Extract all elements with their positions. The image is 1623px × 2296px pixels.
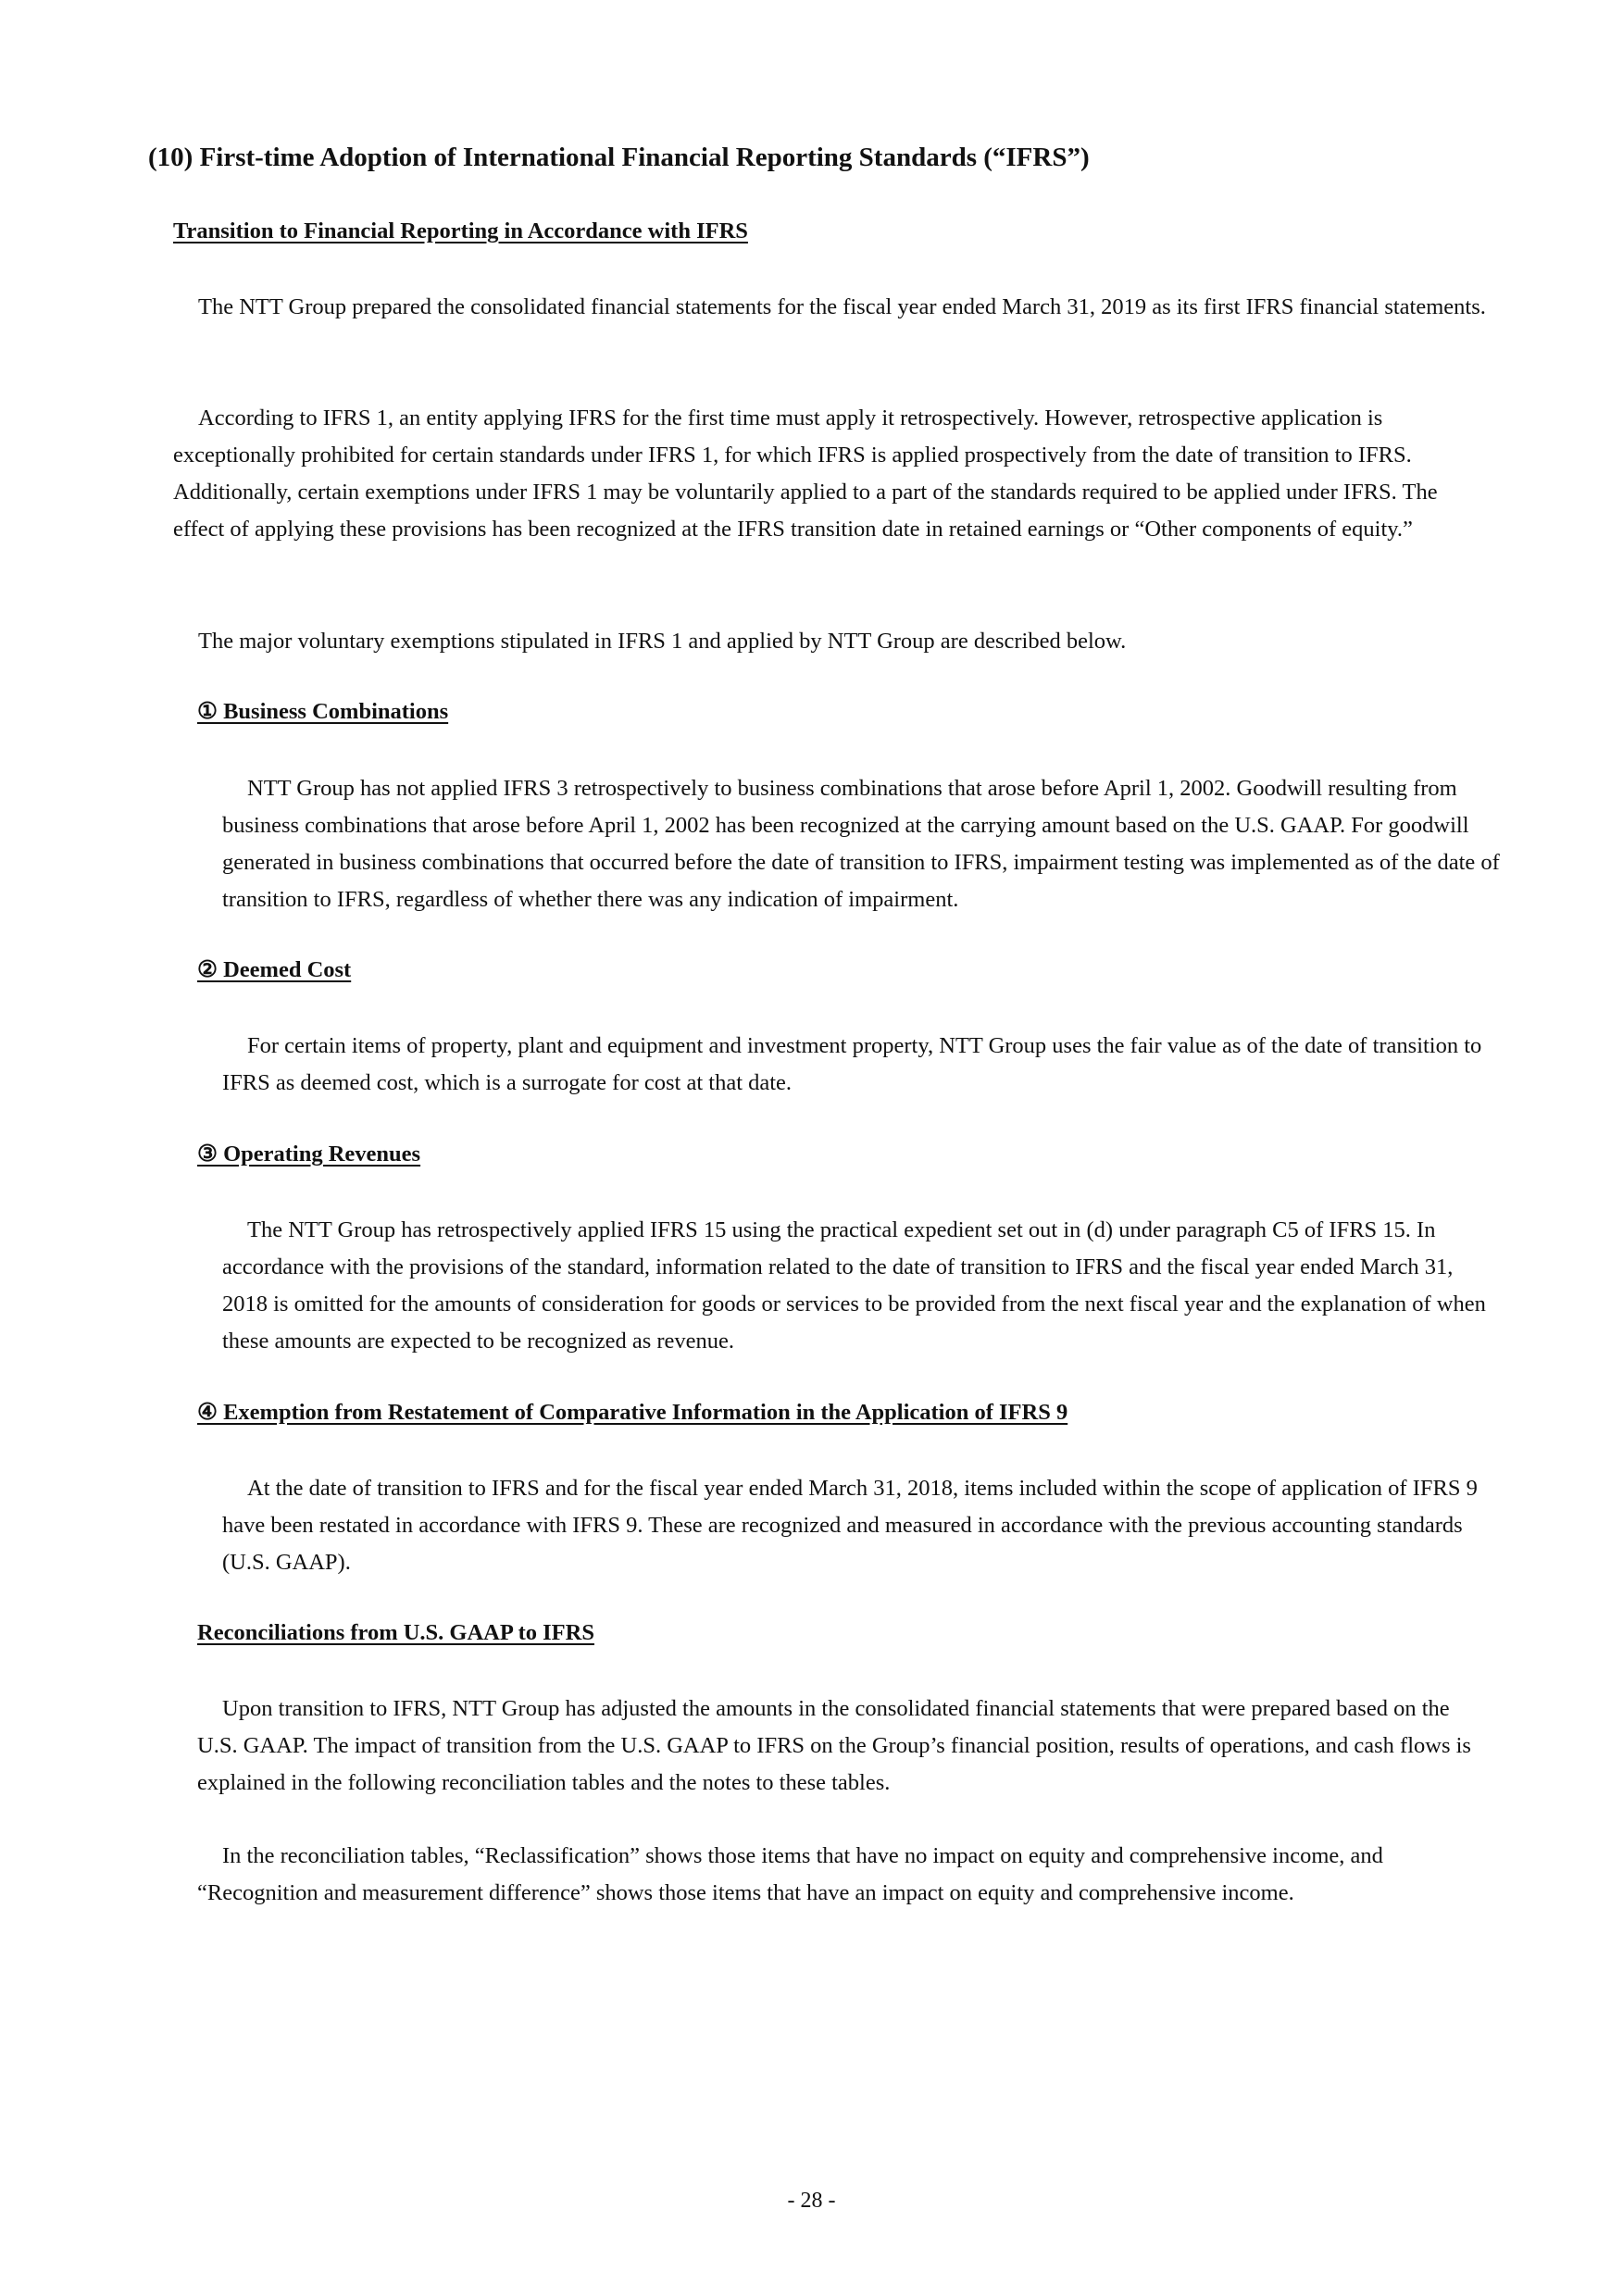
page-number: - 28 - xyxy=(787,2189,836,2213)
transition-paragraph: According to IFRS 1, an entity applying IFRS for the first time must apply it retrospectively. However, retrospective application is exceptionally prohibited for certain standards under IFRS 1, for which IFRS is applied prospectively from the date of transition to IFRS. Additionally, certain exemptions under IFRS 1 may be voluntarily applied to a part of the standards required to be applied under IFRS. The effect of applying these provisions has been recognized at the IFRS transition date in retained earnings or “Other components of equity.” xyxy=(173,406,1438,542)
exemption-text-deemed-cost: For certain items of property, plant and equipment and investment property, NTT Group uses the fair value as of the date of transition to IFRS as deemed cost, which is a surrogate for cost at that date. xyxy=(222,1033,1482,1095)
transition-paragraph: The major voluntary exemptions stipulated in IFRS 1 and applied by NTT Group are described below. xyxy=(198,629,1127,654)
transition-heading: Transition to Financial Reporting in Accordance with IFRS xyxy=(173,218,748,243)
reconciliations-paragraph: In the reconciliation tables, “Reclassification” shows those items that have no impact on equity and comprehensive income, and “Recognition and measurement difference” shows those items that have an impact on equity and comprehensive income. xyxy=(197,1843,1383,1905)
exemption-heading-deemed-cost: ② Deemed Cost xyxy=(197,957,352,982)
transition-paragraph: The NTT Group prepared the consolidated financial statements for the fiscal year ended March 31, 2019 as its first IFRS financial statements. xyxy=(198,294,1486,319)
reconciliations-paragraph: Upon transition to IFRS, NTT Group has adjusted the amounts in the consolidated financial statements that were prepared based on the U.S. GAAP. The impact of transition from the U.S. GAAP to IFRS on the Group’s financial position, results of operations, and cash flows is explained in the following reconciliation tables and the notes to these tables. xyxy=(197,1696,1471,1795)
exemption-heading-operating-revenues: ③ Operating Revenues xyxy=(197,1142,421,1167)
exemption-text-operating-revenues: The NTT Group has retrospectively applied IFRS 15 using the practical expedient set out in (d) under paragraph C5 of IFRS 15. In accordance with the provisions of the standard, information related to the date of transition to IFRS and the fiscal year ended March 31, 2018 is omitted for the amounts of consideration for goods or services to be provided from the next fiscal year and the explanation of when these amounts are expected to be recognized as revenue. xyxy=(222,1217,1486,1354)
exemption-text-ifrs9: At the date of transition to IFRS and for the fiscal year ended March 31, 2018, items included within the scope of application of IFRS 9 have been restated in accordance with IFRS 9. These are recognized and measured in accordance with the previous accounting standards (U.S. GAAP). xyxy=(222,1476,1478,1575)
reconciliations-heading: Reconciliations from U.S. GAAP to IFRS xyxy=(197,1620,594,1645)
exemption-text-business-combinations: NTT Group has not applied IFRS 3 retrospectively to business combinations that arose before April 1, 2002. Goodwill resulting from business combinations that arose before April 1, 2002 has been recognized at the carrying amount based on the U.S. GAAP. For goodwill generated in business combinations that occurred before the date of transition to IFRS, impairment testing was implemented as of the date of transition to IFRS, regardless of whether there was any indication of impairment. xyxy=(222,776,1500,912)
exemption-heading-business-combinations: ① Business Combinations xyxy=(197,699,449,724)
section-title: (10) First-time Adoption of International Financial Reporting Standards (“IFRS”) xyxy=(148,143,1090,172)
exemption-heading-ifrs9: ④ Exemption from Restatement of Comparative Information in the Application of IFRS 9 xyxy=(197,1400,1068,1425)
